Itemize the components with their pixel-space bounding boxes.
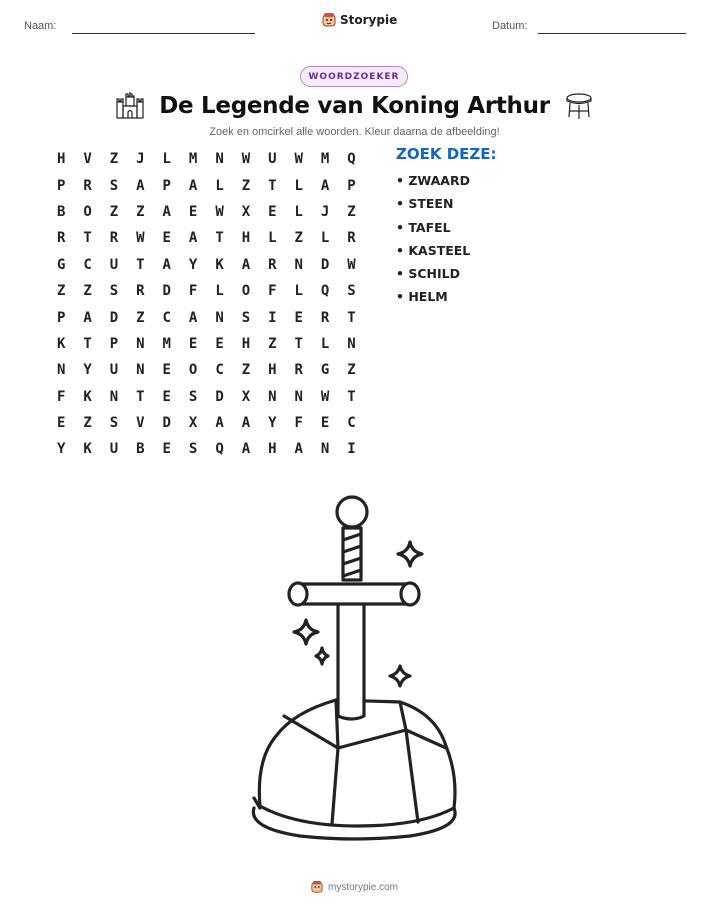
grid-letter[interactable]: H <box>56 151 66 168</box>
grid-row <box>48 278 365 304</box>
grid-letter[interactable]: G <box>320 362 330 379</box>
castle-icon <box>115 92 145 120</box>
grid-letter[interactable]: L <box>320 335 330 352</box>
grid-letter[interactable]: I <box>347 441 356 458</box>
grid-letter[interactable]: E <box>215 335 224 352</box>
grid-row <box>48 410 365 436</box>
grid-letter[interactable]: A <box>241 256 251 273</box>
grid-letter[interactable]: X <box>241 388 251 405</box>
grid-letter[interactable]: Z <box>56 283 66 300</box>
grid-letter[interactable]: O <box>241 283 251 300</box>
instructions: Zoek en omcirkel alle woorden. Kleur daarna de afbeelding! <box>209 126 500 138</box>
grid-letter[interactable]: T <box>294 335 303 352</box>
sword-crossguard <box>292 584 412 604</box>
grid-letter[interactable]: C <box>347 415 356 432</box>
sparkle <box>390 666 410 686</box>
sword-pommel <box>337 497 367 527</box>
grid-letter[interactable]: K <box>56 335 66 352</box>
round-table-icon <box>564 92 594 120</box>
grid-letter[interactable]: M <box>162 335 171 352</box>
grid-letter[interactable]: W <box>320 388 330 405</box>
grid-letter[interactable]: Q <box>215 441 224 458</box>
grid-letter[interactable]: E <box>188 203 198 220</box>
word-list <box>396 172 470 312</box>
grid-letter[interactable]: D <box>162 415 171 432</box>
grid-letter[interactable]: Z <box>294 230 303 247</box>
grid-letter[interactable]: R <box>83 177 92 194</box>
grid-letter[interactable]: F <box>56 388 66 405</box>
grid-letter[interactable]: E <box>188 335 198 352</box>
grid-letter[interactable]: A <box>162 256 171 273</box>
grid-letter[interactable]: V <box>136 415 145 432</box>
sword-blade <box>338 594 364 719</box>
grid-letter[interactable]: Z <box>241 177 251 194</box>
grid-letter[interactable]: N <box>294 388 303 405</box>
grid-letter[interactable]: P <box>56 309 66 326</box>
grid-letter[interactable]: N <box>136 362 145 379</box>
grid-letter[interactable]: F <box>268 283 277 300</box>
grid-letter[interactable]: R <box>109 230 119 247</box>
grid-letter[interactable]: H <box>241 230 251 247</box>
grid-letter[interactable]: V <box>83 151 92 168</box>
brand-name: Storypie <box>340 13 398 27</box>
grid-row <box>48 384 365 410</box>
grid-letter[interactable]: T <box>268 177 277 194</box>
sparkle <box>316 648 328 664</box>
grid-letter[interactable]: P <box>56 177 66 194</box>
grid-letter[interactable]: F <box>188 283 198 300</box>
grid-letter[interactable]: X <box>241 203 251 220</box>
footer-url[interactable]: mystorypie.com <box>327 881 398 893</box>
word-list-item: • HELM <box>396 289 448 305</box>
grid-letter[interactable]: L <box>320 230 330 247</box>
grid-letter[interactable]: G <box>56 256 66 273</box>
word-list-item: • KASTEEL <box>396 242 471 258</box>
grid-letter[interactable]: T <box>215 230 224 247</box>
grid-letter[interactable]: E <box>162 362 171 379</box>
grid-letter[interactable]: R <box>347 230 356 247</box>
grid-letter[interactable]: Z <box>241 362 251 379</box>
word-list-item: • SCHILD <box>396 266 460 282</box>
grid-letter[interactable]: U <box>109 256 119 273</box>
grid-row <box>48 252 365 278</box>
grid-letter[interactable]: A <box>83 309 92 326</box>
grid-letter[interactable]: A <box>162 203 171 220</box>
grid-letter[interactable]: Z <box>347 362 356 379</box>
title-row <box>0 92 709 120</box>
sword-in-stone-illustration <box>240 490 470 850</box>
grid-letter[interactable]: R <box>136 283 145 300</box>
word-list-item: • STEEN <box>396 196 454 212</box>
grid-letter[interactable]: Q <box>347 151 356 168</box>
grid-letter[interactable]: A <box>241 441 251 458</box>
grid-letter[interactable]: Y <box>188 256 198 273</box>
grid-letter[interactable]: K <box>215 256 224 273</box>
grid-letter[interactable]: A <box>320 177 330 194</box>
grid-row <box>48 436 365 462</box>
grid-letter[interactable]: Z <box>83 283 92 300</box>
grid-letter[interactable]: M <box>320 151 330 168</box>
grid-letter[interactable]: Z <box>136 203 145 220</box>
grid-letter[interactable]: S <box>188 388 198 405</box>
grid-letter[interactable]: C <box>215 362 224 379</box>
grid-letter[interactable]: N <box>136 335 145 352</box>
grid-letter[interactable]: A <box>188 177 198 194</box>
grid-row <box>48 146 365 172</box>
sparkle <box>398 542 422 566</box>
grid-letter[interactable]: Y <box>56 441 66 458</box>
brand <box>322 12 397 28</box>
grid-letter[interactable]: U <box>109 362 119 379</box>
grid-letter[interactable]: N <box>294 256 303 273</box>
grid-row <box>48 172 365 198</box>
grid-letter[interactable]: E <box>162 388 171 405</box>
grid-letter[interactable]: U <box>109 441 119 458</box>
grid-letter[interactable]: A <box>188 309 198 326</box>
grid-letter[interactable]: T <box>347 309 356 326</box>
grid-letter[interactable]: R <box>320 309 330 326</box>
worksheet-type-badge: WOORDZOEKER <box>300 66 408 87</box>
grid-letter[interactable]: J <box>320 203 330 220</box>
grid-letter[interactable]: R <box>56 230 66 247</box>
grid-letter[interactable]: E <box>162 230 171 247</box>
grid-letter[interactable]: U <box>268 151 277 168</box>
grid-letter[interactable]: S <box>347 283 356 300</box>
grid-letter[interactable]: M <box>188 151 198 168</box>
grid-letter[interactable]: W <box>215 203 224 220</box>
grid-letter[interactable]: S <box>241 309 251 326</box>
date-field-line[interactable] <box>538 33 686 34</box>
grid-letter[interactable]: B <box>56 203 66 220</box>
grid-row <box>48 225 365 251</box>
grid-row <box>48 199 365 225</box>
grid-letter[interactable]: Z <box>109 151 119 168</box>
grid-letter[interactable]: A <box>294 441 303 458</box>
grid-letter[interactable]: A <box>241 415 251 432</box>
page-title: De Legende van Koning Arthur <box>159 93 550 119</box>
grid-row <box>48 357 365 383</box>
grid-letter[interactable]: N <box>347 335 356 352</box>
grid-letter[interactable]: T <box>83 335 92 352</box>
grid-letter[interactable]: S <box>109 283 119 300</box>
grid-letter[interactable]: E <box>294 309 303 326</box>
grid-letter[interactable]: L <box>215 177 224 194</box>
grid-row <box>48 331 365 357</box>
word-search-grid <box>48 146 365 463</box>
grid-letter[interactable]: S <box>188 441 198 458</box>
grid-letter[interactable]: N <box>268 388 277 405</box>
grid-letter[interactable]: E <box>268 203 277 220</box>
grid-letter[interactable]: Z <box>109 203 119 220</box>
grid-letter[interactable]: H <box>268 441 277 458</box>
grid-letter[interactable]: F <box>294 415 303 432</box>
grid-letter[interactable]: E <box>162 441 171 458</box>
footer <box>0 880 709 894</box>
grid-letter[interactable]: Z <box>268 335 277 352</box>
grid-letter[interactable]: D <box>320 256 330 273</box>
grid-letter[interactable]: T <box>83 230 92 247</box>
grid-letter[interactable]: T <box>347 388 356 405</box>
grid-letter[interactable]: E <box>56 415 66 432</box>
sparkle <box>294 620 318 644</box>
name-field-line[interactable] <box>72 33 255 34</box>
date-label: Datum: <box>492 20 528 32</box>
grid-letter[interactable]: C <box>83 256 92 273</box>
grid-letter[interactable]: W <box>136 230 145 247</box>
grid-letter[interactable]: D <box>162 283 171 300</box>
word-list-item: • TAFEL <box>396 219 451 235</box>
grid-row <box>48 304 365 330</box>
grid-letter[interactable]: Y <box>268 415 277 432</box>
grid-letter[interactable]: L <box>294 177 303 194</box>
grid-letter[interactable]: E <box>320 415 330 432</box>
grid-letter[interactable]: D <box>215 388 224 405</box>
grid-letter[interactable]: J <box>136 151 145 168</box>
grid-letter[interactable]: R <box>294 362 303 379</box>
grid-letter[interactable]: S <box>109 177 119 194</box>
grid-letter[interactable]: O <box>188 362 198 379</box>
grid-letter[interactable]: R <box>268 256 277 273</box>
grid-letter[interactable]: Z <box>136 309 145 326</box>
grid-letter[interactable]: L <box>294 203 303 220</box>
grid-letter[interactable]: H <box>268 362 277 379</box>
grid-letter[interactable]: T <box>136 256 145 273</box>
grid-letter[interactable]: H <box>241 335 251 352</box>
grid-letter[interactable]: P <box>347 177 356 194</box>
grid-letter[interactable]: P <box>162 177 171 194</box>
grid-letter[interactable]: L <box>162 151 171 168</box>
grid-letter[interactable]: W <box>294 151 303 168</box>
grid-letter[interactable]: N <box>109 388 119 405</box>
grid-letter[interactable]: I <box>268 309 277 326</box>
word-list-item: • ZWAARD <box>396 173 470 188</box>
word-list-title: ZOEK DEZE: <box>396 145 497 163</box>
grid-letter[interactable]: C <box>162 309 171 326</box>
storypie-logo-icon <box>322 12 336 28</box>
grid-letter[interactable]: Y <box>83 362 92 379</box>
grid-letter[interactable]: N <box>215 151 224 168</box>
grid-letter[interactable]: W <box>241 151 251 168</box>
grid-letter[interactable]: K <box>83 441 92 458</box>
storypie-logo-icon <box>311 880 323 894</box>
name-label: Naam: <box>24 20 57 32</box>
grid-letter[interactable]: T <box>136 388 145 405</box>
grid-letter[interactable]: K <box>83 388 92 405</box>
grid-letter[interactable]: A <box>188 230 198 247</box>
grid-letter[interactable]: D <box>109 309 119 326</box>
grid-letter[interactable]: A <box>136 177 145 194</box>
grid-letter[interactable]: A <box>215 415 224 432</box>
grid-letter[interactable]: B <box>136 441 145 458</box>
grid-letter[interactable]: Q <box>320 283 330 300</box>
grid-letter[interactable]: S <box>109 415 119 432</box>
grid-letter[interactable]: N <box>56 362 66 379</box>
grid-letter[interactable]: L <box>215 283 224 300</box>
grid-letter[interactable]: Z <box>83 415 92 432</box>
grid-letter[interactable]: P <box>109 335 119 352</box>
grid-letter[interactable]: W <box>347 256 356 273</box>
grid-letter[interactable]: N <box>320 441 330 458</box>
grid-letter[interactable]: L <box>268 230 277 247</box>
grid-letter[interactable]: L <box>294 283 303 300</box>
grid-letter[interactable]: O <box>83 203 92 220</box>
grid-letter[interactable]: Z <box>347 203 356 220</box>
grid-letter[interactable]: X <box>188 415 198 432</box>
grid-letter[interactable]: N <box>215 309 224 326</box>
